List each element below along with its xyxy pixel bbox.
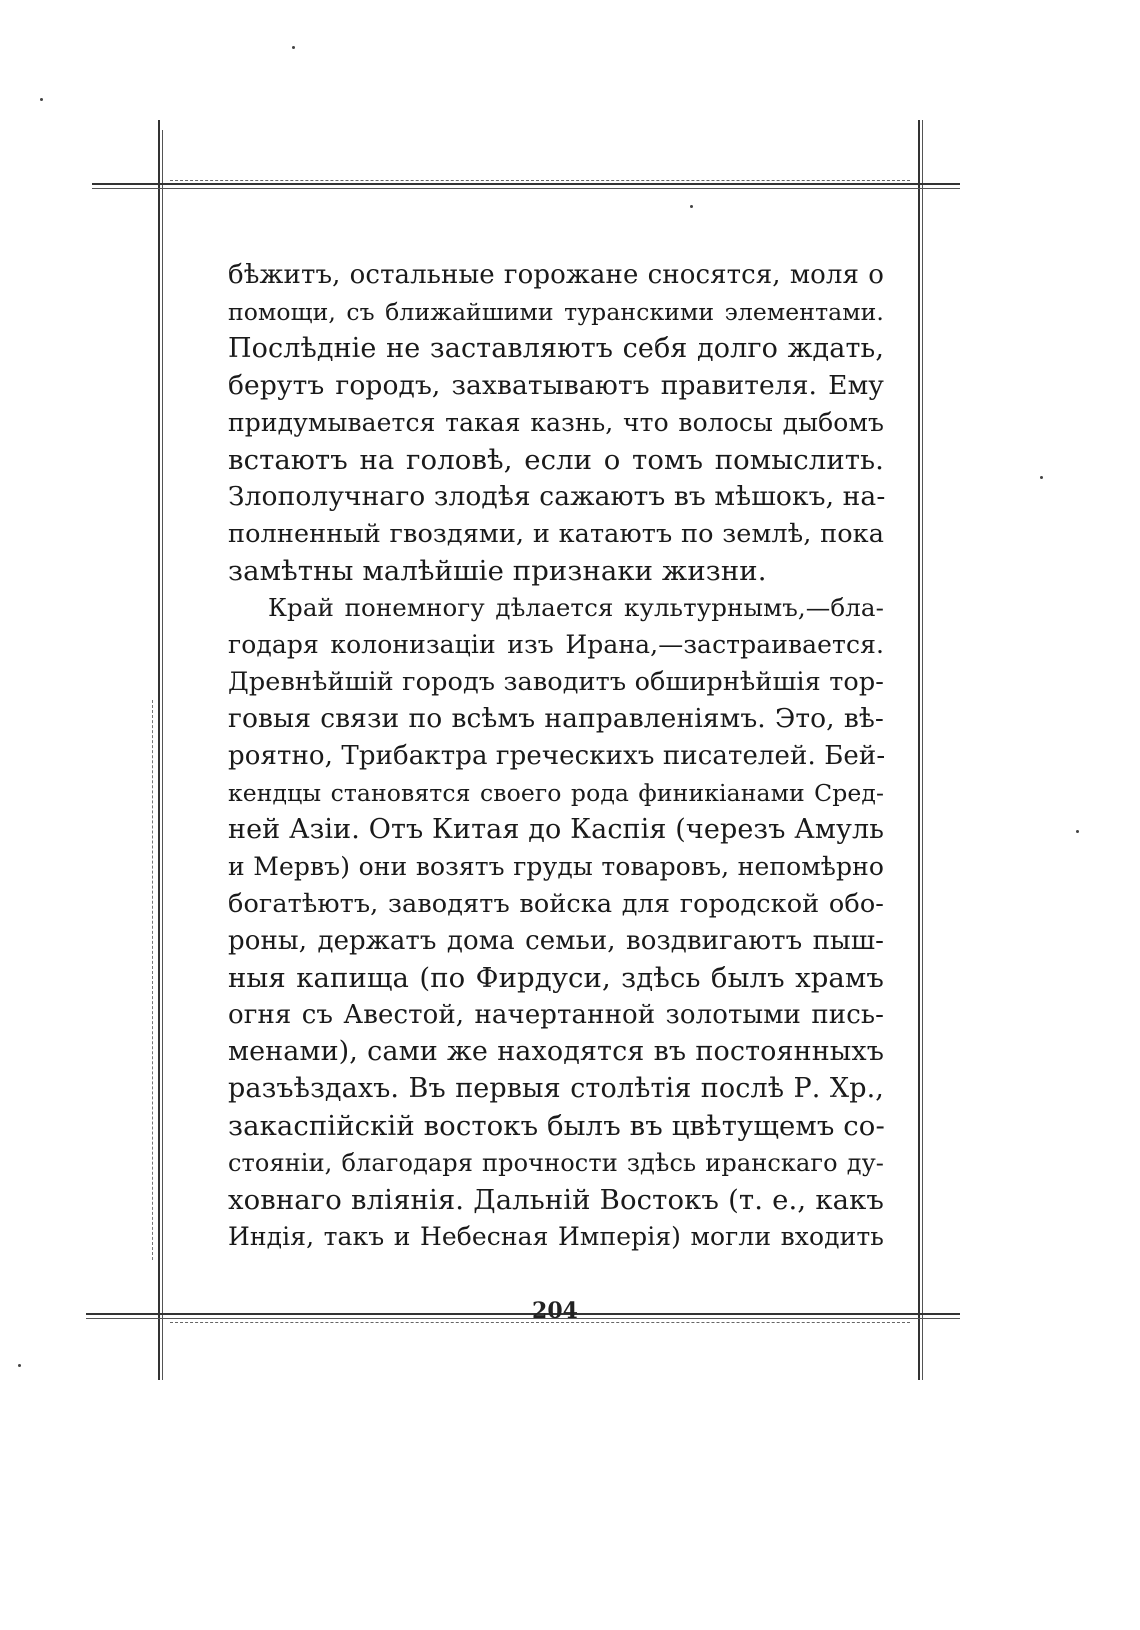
- frame-right-rule-inner: [922, 120, 923, 1380]
- text-line: встаютъ на головѣ, если о томъ помыслить.: [228, 444, 884, 476]
- text-line: менами), сами же находятся въ постоянныхъ: [228, 1036, 884, 1067]
- scan-speck: [292, 46, 295, 49]
- text-line: кендцы становятся своего рода финикіанами Сред-: [228, 779, 884, 807]
- scan-speck: [1040, 476, 1043, 479]
- text-line: Послѣдніе не заставляютъ себя долго ждать,: [228, 333, 884, 364]
- text-line: бѣжитъ, остальные горожане сносятся, моля о: [228, 260, 884, 290]
- page-number: 204: [532, 1298, 578, 1324]
- text-line: берутъ городъ, захватываютъ правителя. Ему: [228, 370, 884, 401]
- scan-speck: [18, 1364, 21, 1367]
- text-line: Индія, такъ и Небесная Имперія) могли входить: [228, 1222, 884, 1251]
- scan-speck: [690, 205, 693, 208]
- text-line: Древнѣйшій городъ заводитъ обширнѣйшія тор-: [228, 667, 884, 697]
- text-line: роятно, Трибактра греческихъ писателей. Бей-: [228, 741, 886, 771]
- text-line: ховнаго вліянія. Дальній Востокъ (т. е., какъ: [228, 1184, 884, 1216]
- text-line: говыя связи по всѣмъ направленіямъ. Это, вѣ-: [228, 703, 884, 734]
- text-line: богатѣютъ, заводятъ войска для городской обо-: [228, 889, 884, 919]
- text-line: помощи, съ ближайшими туранскими элементами.: [228, 298, 884, 326]
- text-line: огня съ Авестой, начертанной золотыми пись-: [228, 1000, 884, 1030]
- frame-right-rule: [918, 120, 920, 1380]
- text-line: замѣтны малѣйшіе признаки жизни.: [228, 555, 767, 587]
- frame-top-rule: [92, 183, 960, 185]
- text-line: полненный гвоздями, и катаютъ по землѣ, пока: [228, 519, 884, 549]
- text-line: разъѣздахъ. Въ первыя столѣтія послѣ Р. Хр.,: [228, 1073, 884, 1104]
- scan-speck: [1076, 830, 1079, 833]
- text-line: Злополучнаго злодѣя сажаютъ въ мѣшокъ, на-: [228, 481, 886, 512]
- text-line: стояніи, благодаря прочности здѣсь иранскаго ду-: [228, 1149, 884, 1177]
- text-line: придумывается такая казнь, что волосы дыбомъ: [228, 408, 884, 437]
- frame-left-rule-dashed: [152, 700, 153, 1260]
- frame-left-rule: [158, 120, 160, 1380]
- scan-speck: [40, 98, 43, 101]
- text-line: роны, держатъ дома семьи, воздвигаютъ пыш-: [228, 926, 884, 956]
- frame-top-rule-dashed: [170, 180, 910, 181]
- frame-top-rule-thin: [92, 188, 960, 189]
- text-line: и Мервъ) они возятъ груды товаровъ, непомѣрно: [228, 852, 884, 881]
- text-line: Край понемногу дѣлается культурнымъ,—бла-: [268, 593, 884, 622]
- text-line: годаря колонизаціи изъ Ирана,—застраивается.: [228, 630, 884, 659]
- text-line: ныя капища (по Фирдуси, здѣсь былъ храмъ: [228, 962, 884, 994]
- text-line: ней Азіи. Отъ Китая до Каспія (черезъ Амуль: [228, 814, 884, 845]
- frame-left-rule-inner: [162, 130, 163, 1380]
- text-line: закаспійскій востокъ былъ въ цвѣтущемъ со-: [228, 1110, 885, 1142]
